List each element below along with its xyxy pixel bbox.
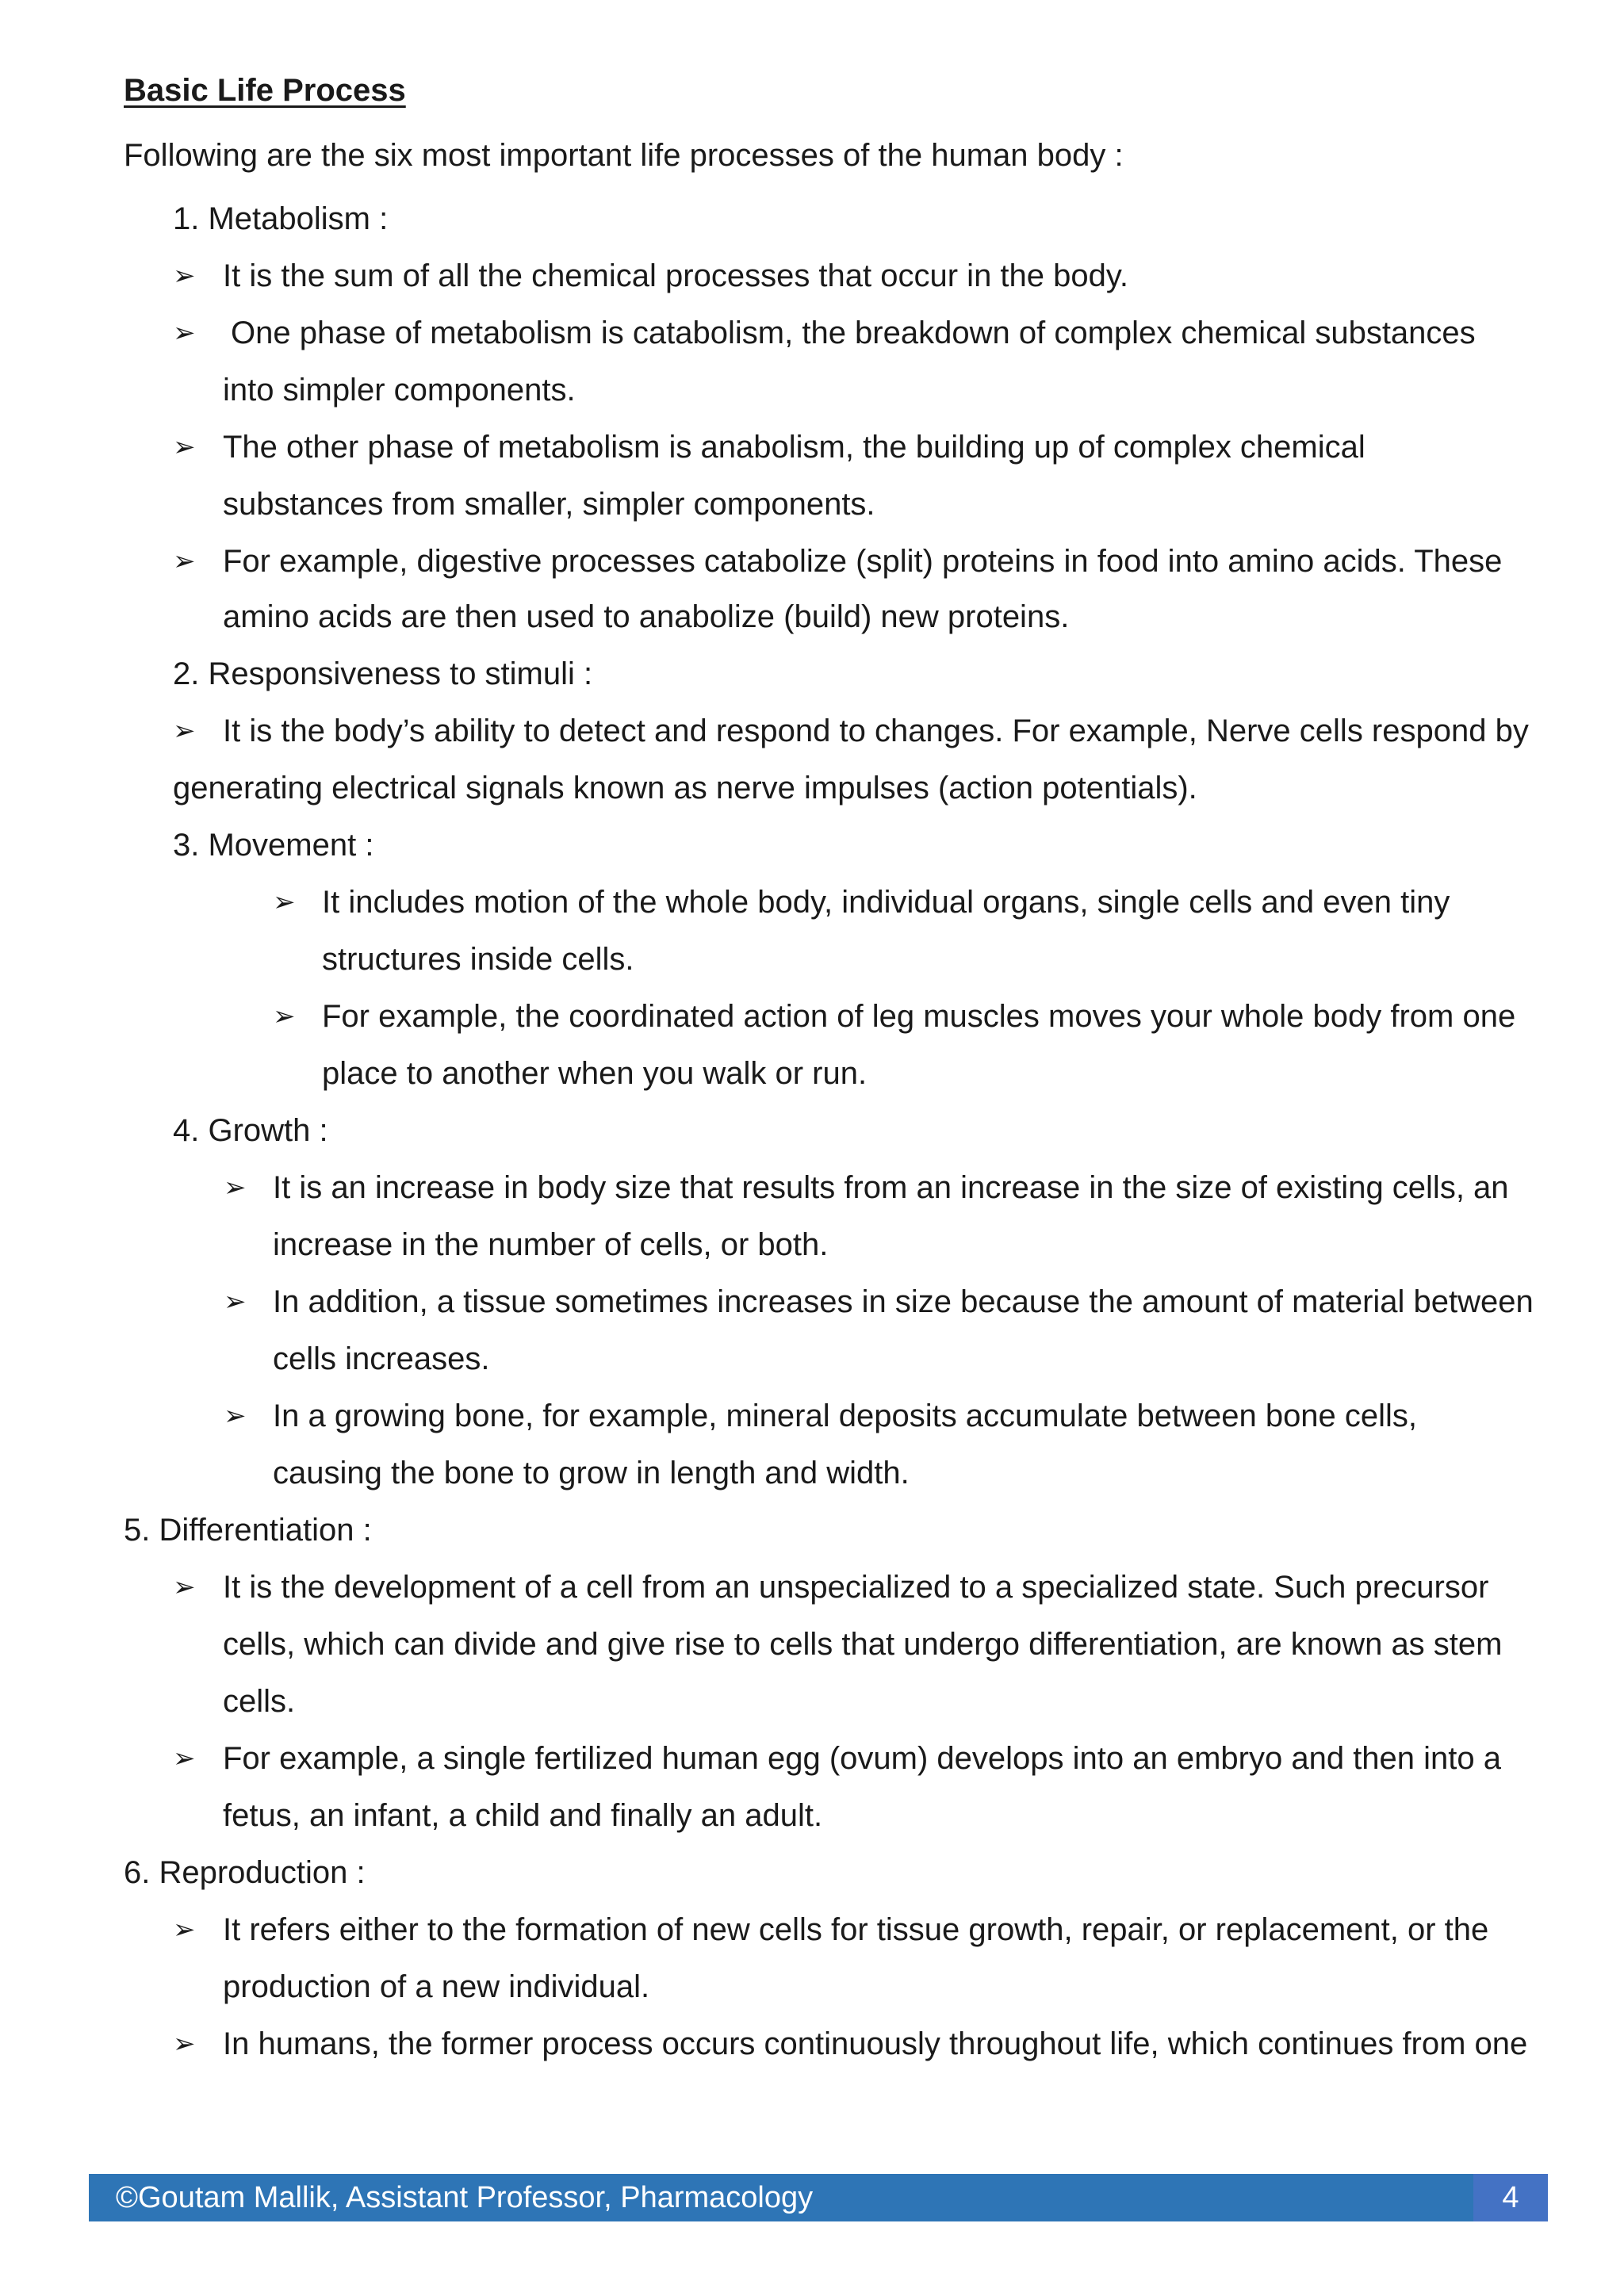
arrow-bullet-icon: ➢: [173, 261, 196, 291]
text-line: cells increases.: [273, 1341, 490, 1376]
page-number: 4: [1473, 2174, 1548, 2221]
text-line: substances from smaller, simpler components.: [223, 487, 875, 522]
text-line: structures inside cells.: [322, 942, 634, 977]
text-line: One phase of metabolism is catabolism, the breakdown of complex chemical substances: [231, 316, 1476, 350]
arrow-bullet-icon: ➢: [173, 1572, 196, 1602]
arrow-bullet-icon: ➢: [224, 1287, 247, 1317]
intro-text: Following are the six most important life processes of the human body :: [124, 138, 1124, 173]
text-line: increase in the number of cells, or both.: [273, 1227, 829, 1262]
text-line: causing the bone to grow in length and width.: [273, 1456, 910, 1490]
text-line: For example, the coordinated action of leg muscles moves your whole body from one: [322, 999, 1516, 1034]
text-line: cells, which can divide and give rise to cells that undergo differentiation, are known as stem: [223, 1627, 1503, 1662]
text-line: place to another when you walk or run.: [322, 1056, 868, 1091]
heading-responsiveness: 2. Responsiveness to stimuli :: [173, 656, 593, 691]
text-line: For example, digestive processes catabolize (split) proteins in food into amino acids. These: [223, 544, 1503, 579]
arrow-bullet-icon: ➢: [173, 2029, 196, 2059]
text-line: In humans, the former process occurs continuously throughout life, which continues from one: [223, 2026, 1528, 2061]
text-line: production of a new individual.: [223, 1969, 650, 2004]
arrow-bullet-icon: ➢: [173, 716, 196, 746]
text-line: amino acids are then used to anabolize (build) new proteins.: [223, 599, 1070, 634]
text-line: In a growing bone, for example, mineral deposits accumulate between bone cells,: [273, 1399, 1418, 1433]
text-line: In addition, a tissue sometimes increases in size because the amount of material between: [273, 1284, 1534, 1319]
page-footer: [89, 2174, 1548, 2221]
text-line: It is the development of a cell from an unspecialized to a specialized state. Such precursor: [223, 1570, 1489, 1605]
text-line: For example, a single fertilized human egg (ovum) develops into an embryo and then into a: [223, 1741, 1502, 1776]
arrow-bullet-icon: ➢: [173, 318, 196, 348]
page-title: Basic Life Process: [124, 73, 406, 108]
text-line: It refers either to the formation of new cells for tissue growth, repair, or replacement, or the: [223, 1912, 1489, 1947]
text-line: cells.: [223, 1684, 296, 1719]
arrow-bullet-icon: ➢: [173, 1915, 196, 1945]
heading-growth: 4. Growth :: [173, 1113, 328, 1148]
text-line: It is an increase in body size that results from an increase in the size of existing cells, an: [273, 1170, 1509, 1205]
arrow-bullet-icon: ➢: [224, 1401, 247, 1431]
arrow-bullet-icon: ➢: [273, 887, 296, 917]
arrow-bullet-icon: ➢: [273, 1001, 296, 1031]
text-line: generating electrical signals known as nerve impulses (action potentials).: [173, 771, 1197, 806]
text-line: The other phase of metabolism is anabolism, the building up of complex chemical: [223, 430, 1365, 465]
heading-reproduction: 6. Reproduction :: [124, 1855, 366, 1890]
text-line: It includes motion of the whole body, individual organs, single cells and even tiny: [322, 885, 1450, 920]
heading-movement: 3. Movement :: [173, 828, 374, 863]
heading-metabolism: 1. Metabolism :: [173, 201, 389, 236]
text-line: fetus, an infant, a child and finally an adult.: [223, 1798, 823, 1833]
heading-differentiation: 5. Differentiation :: [124, 1513, 372, 1548]
footer-author: ©Goutam Mallik, Assistant Professor, Pharmacology: [116, 2181, 814, 2214]
text-line: into simpler components.: [223, 373, 576, 408]
text-line: It is the sum of all the chemical processes that occur in the body.: [223, 258, 1129, 293]
arrow-bullet-icon: ➢: [224, 1173, 247, 1203]
arrow-bullet-icon: ➢: [173, 432, 196, 462]
arrow-bullet-icon: ➢: [173, 1743, 196, 1774]
arrow-bullet-icon: ➢: [173, 546, 196, 576]
text-line: It is the body’s ability to detect and respond to changes. For example, Nerve cells respond by: [223, 714, 1529, 748]
